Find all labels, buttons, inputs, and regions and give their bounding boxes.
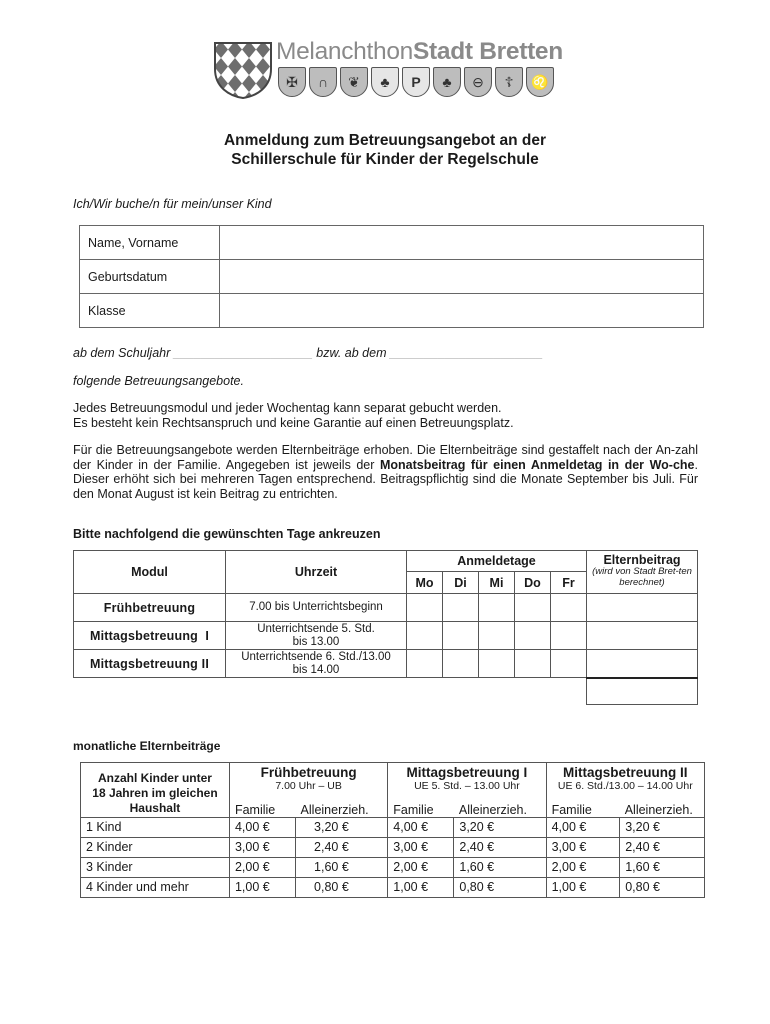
offers-text: folgende Betreuungsangebote. (73, 374, 244, 388)
fee-total (587, 678, 698, 705)
row-label: 2 Kinder (81, 837, 230, 857)
fee-value: 2,40 € (620, 837, 705, 857)
fee-value: 3,20 € (454, 817, 546, 837)
sub-familie: Familie (388, 801, 454, 818)
module-name: Frühbetreuung (74, 594, 226, 622)
fee-value: 3,20 € (296, 817, 388, 837)
group-time: 7.00 Uhr – UB (275, 780, 342, 792)
info-line-1: Jedes Betreuungsmodul und jeder Wochentag kann separat gebucht werden. (73, 401, 502, 415)
checkbox-mittag2-do[interactable] (515, 650, 551, 678)
group-time: UE 6. Std./13.00 – 14.00 Uhr (557, 780, 693, 792)
info-paragraph-2 (73, 443, 698, 501)
checkbox-mittag1-mi[interactable] (479, 622, 515, 650)
checkbox-mittag2-di[interactable] (443, 650, 479, 678)
fee-mittag1 (587, 622, 698, 650)
group-name: Frühbetreuung (260, 765, 357, 780)
children-count-header (81, 763, 230, 818)
lion-crest-icon: ♌ (526, 67, 554, 97)
fee-value: 1,00 € (546, 877, 620, 897)
col-anmeldetage: Anmeldetage (407, 551, 587, 572)
row-label: 1 Kind (81, 817, 230, 837)
time-line-1: 7.00 bis Unterrichtsbeginn (249, 601, 383, 613)
module-row (74, 650, 698, 678)
days-heading: Bitte nachfolgend die gewünschten Tage ankreuzen (73, 527, 381, 541)
logo-name-bold: Stadt Bretten (413, 38, 563, 65)
fee-row (81, 817, 705, 837)
coat-of-arms-icon (213, 41, 273, 99)
module-booking-table (73, 550, 698, 705)
fee-value: 1,60 € (454, 857, 546, 877)
col-modul: Modul (74, 551, 226, 594)
fee-fruh (587, 594, 698, 622)
module-name: Mittagsbetreuung II (74, 650, 226, 678)
checkbox-mittag2-fr[interactable] (551, 650, 587, 678)
header-line-2: 18 Jahren im gleichen (92, 786, 218, 800)
fee-row (81, 877, 705, 897)
fee-value: 0,80 € (296, 877, 388, 897)
logo-name-light: Melanchthon (276, 38, 413, 65)
fee-info-text: Für die Betreuungsangebote werden Elternbeiträge erhoben. Die Elternbeiträge sind gestaffelt nach der An-zahl der Kinder in der Familie. Angegeben ist jeweils der (73, 443, 698, 472)
fee-info-text-2: . Dieser erhöht sich bei mehreren Tagen entsprechend. Beitragspflichtig sind die Monate September bis Juli. Für den Monat August ist kein Beitrag zu entrichten. (73, 457, 698, 501)
fee-value: 2,00 € (546, 857, 620, 877)
fee-value: 0,80 € (620, 877, 705, 897)
module-time (226, 650, 407, 678)
group-name: Mittagsbetreuung II (563, 765, 688, 780)
checkbox-mittag1-mo[interactable] (407, 622, 443, 650)
child-field-row (80, 260, 704, 294)
eagle-crest-icon: ✠ (278, 67, 306, 97)
clover-crest-icon: ♣ (433, 67, 461, 97)
module-name: Mittagsbetreuung I (74, 622, 226, 650)
col-uhrzeit: Uhrzeit (226, 551, 407, 594)
sub-allein: Alleinerzieh. (296, 801, 388, 818)
fee-value: 3,00 € (546, 837, 620, 857)
fee-value: 3,00 € (229, 837, 295, 857)
sub-familie: Familie (229, 801, 295, 818)
time-line-1: Unterrichtsende 6. Std./13.00 (241, 650, 391, 663)
start-date-line (73, 346, 543, 360)
fish-crest-icon: ❦ (340, 67, 368, 97)
checkbox-fruh-mi[interactable] (479, 594, 515, 622)
title-line-2: Schillerschule für Kinder der Regelschule (231, 151, 539, 168)
fee-value: 1,00 € (229, 877, 295, 897)
start-date-field[interactable]: ______________________ (389, 346, 543, 360)
fee-row (81, 857, 705, 877)
fee-value: 2,00 € (229, 857, 295, 877)
tree-crest-icon: ♣ (371, 67, 399, 97)
child-field-row (80, 226, 704, 260)
group-mittag2 (546, 763, 704, 801)
letter-p-crest-icon: P (402, 67, 430, 97)
city-logo-text (276, 38, 563, 66)
district-crests (278, 67, 554, 97)
fees-heading: monatliche Elternbeiträge (73, 739, 221, 753)
day-di: Di (443, 572, 479, 594)
fee-value: 2,40 € (296, 837, 388, 857)
header-line-3: Haushalt (129, 801, 181, 815)
time-line-1: Unterrichtsende 5. Std. (257, 622, 375, 635)
child-info-table (79, 225, 704, 328)
row-label: 3 Kinder (81, 857, 230, 877)
checkbox-fruh-fr[interactable] (551, 594, 587, 622)
school-year-field[interactable]: ____________________ (173, 346, 313, 360)
module-row (74, 622, 698, 650)
start-date-label: bzw. ab dem (316, 346, 387, 360)
birthdate-field[interactable] (220, 260, 704, 294)
intro-text: Ich/Wir buche/n für mein/unser Kind (73, 197, 272, 211)
day-do: Do (515, 572, 551, 594)
day-mi: Mi (479, 572, 515, 594)
child-field-row (80, 294, 704, 328)
checkbox-mittag1-fr[interactable] (551, 622, 587, 650)
fee-table (80, 762, 705, 898)
fee-value: 1,60 € (296, 857, 388, 877)
fee-info-bold: Monatsbeitrag für einen Anmeldetag in der Wo-che (379, 457, 695, 472)
module-time (226, 594, 407, 622)
row-label: 4 Kinder und mehr (81, 877, 230, 897)
birthdate-label: Geburtsdatum (80, 260, 220, 294)
checkbox-mittag1-do[interactable] (515, 622, 551, 650)
module-row (74, 594, 698, 622)
class-label: Klasse (80, 294, 220, 328)
fee-value: 4,00 € (229, 817, 295, 837)
sub-allein: Alleinerzieh. (620, 801, 705, 818)
group-time: UE 5. Std. – 13.00 Uhr (414, 780, 520, 792)
school-year-label: ab dem Schuljahr (73, 346, 171, 360)
horseshoe-crest-icon: ∩ (309, 67, 337, 97)
day-fr: Fr (551, 572, 587, 594)
name-label: Name, Vorname (80, 226, 220, 260)
class-field[interactable] (220, 294, 704, 328)
checkbox-fruh-do[interactable] (515, 594, 551, 622)
sub-allein: Alleinerzieh. (454, 801, 546, 818)
time-line-2: bis 14.00 (292, 663, 340, 676)
group-fruhbetreuung (229, 763, 387, 801)
time-line-2: bis 13.00 (292, 635, 340, 648)
fee-value: 2,00 € (388, 857, 454, 877)
day-mo: Mo (407, 572, 443, 594)
fee-row (81, 837, 705, 857)
checkbox-fruh-mo[interactable] (407, 594, 443, 622)
fee-value: 0,80 € (454, 877, 546, 897)
cross-crest-icon: ☦ (495, 67, 523, 97)
fee-value: 2,40 € (454, 837, 546, 857)
title-line-1: Anmeldung zum Betreuungsangebot an der (223, 132, 547, 149)
name-field[interactable] (220, 226, 704, 260)
fee-value: 3,20 € (620, 817, 705, 837)
module-time (226, 622, 407, 650)
page-title (0, 131, 770, 169)
group-name: Mittagsbetreuung I (406, 765, 528, 780)
fee-value: 1,00 € (388, 877, 454, 897)
checkbox-fruh-di[interactable] (443, 594, 479, 622)
sub-familie: Familie (546, 801, 620, 818)
fee-value: 3,00 € (388, 837, 454, 857)
fee-mittag2 (587, 650, 698, 678)
elternbeitrag-label: Elternbeitrag (603, 553, 681, 567)
info-line-2: Es besteht kein Rechtsanspruch und keine Garantie auf einen Betreuungsplatz. (73, 415, 514, 430)
fee-value: 1,60 € (620, 857, 705, 877)
elternbeitrag-note: (wird von Stadt Bret-ten berechnet) (592, 566, 692, 588)
col-elternbeitrag (587, 551, 698, 594)
wheel-crest-icon: ⊖ (464, 67, 492, 97)
checkbox-mittag2-mo[interactable] (407, 650, 443, 678)
spacer (74, 678, 587, 705)
checkbox-mittag2-mi[interactable] (479, 650, 515, 678)
group-mittag1 (388, 763, 546, 801)
fee-value: 4,00 € (546, 817, 620, 837)
fee-value: 4,00 € (388, 817, 454, 837)
checkbox-mittag1-di[interactable] (443, 622, 479, 650)
header-line-1: Anzahl Kinder unter (97, 771, 212, 785)
info-paragraph-1 (73, 401, 703, 430)
